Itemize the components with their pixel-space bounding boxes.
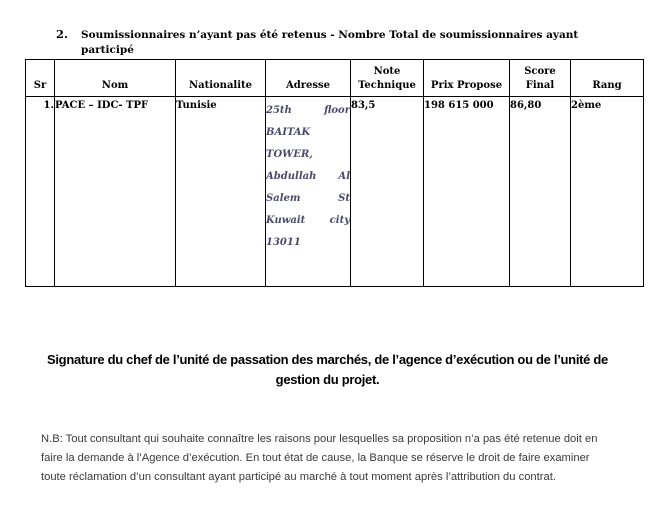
cell-sr: 1. [26, 97, 55, 287]
header-prix-propose: Prix Propose [424, 60, 510, 97]
table-header-row [26, 60, 644, 97]
signature-text: Signature du chef de l’unité de passation des marchés, de l’agence d’exécution ou de l’unité de gestion du projet. [47, 352, 608, 387]
table-row [26, 97, 644, 287]
section-title: Soumissionnaires n’ayant pas été retenus - Nombre Total de soumissionnaires ayant participé [81, 29, 579, 56]
header-note-technique: Note Technique [351, 60, 424, 97]
cell-nom: PACE – IDC- TPF [55, 97, 176, 287]
cell-prix-propose: 198 615 000 [424, 97, 510, 287]
header-sr: Sr [26, 60, 55, 97]
header-adresse: Adresse [266, 60, 351, 97]
header-nom: Nom [55, 60, 176, 97]
cell-nationalite: Tunisie [176, 97, 266, 287]
cell-adresse: 25th floor BAITAK TOWER, Abdullah Al Salem St Kuwait city 13011 [266, 97, 351, 287]
bidders-table [25, 59, 644, 287]
cell-note-technique: 83,5 [351, 97, 424, 287]
cell-rang: 2ème [571, 97, 644, 287]
note-text: N.B: Tout consultant qui souhaite connaître les raisons pour lesquelles sa proposition n’a pas été retenue doit en faire la demande à l’Agence d’exécution. En tout état de cause, la Banque se réserve le droit de faire examiner toute réclamation d’un consultant ayant participé au marché à tout moment après l’attribution du contrat. [41, 433, 598, 483]
header-nationalite: Nationalite [176, 60, 266, 97]
header-score-final: Score Final [510, 60, 571, 97]
section-number: 2. [56, 27, 69, 41]
cell-score-final: 86,80 [510, 97, 571, 287]
header-rang: Rang [571, 60, 644, 97]
